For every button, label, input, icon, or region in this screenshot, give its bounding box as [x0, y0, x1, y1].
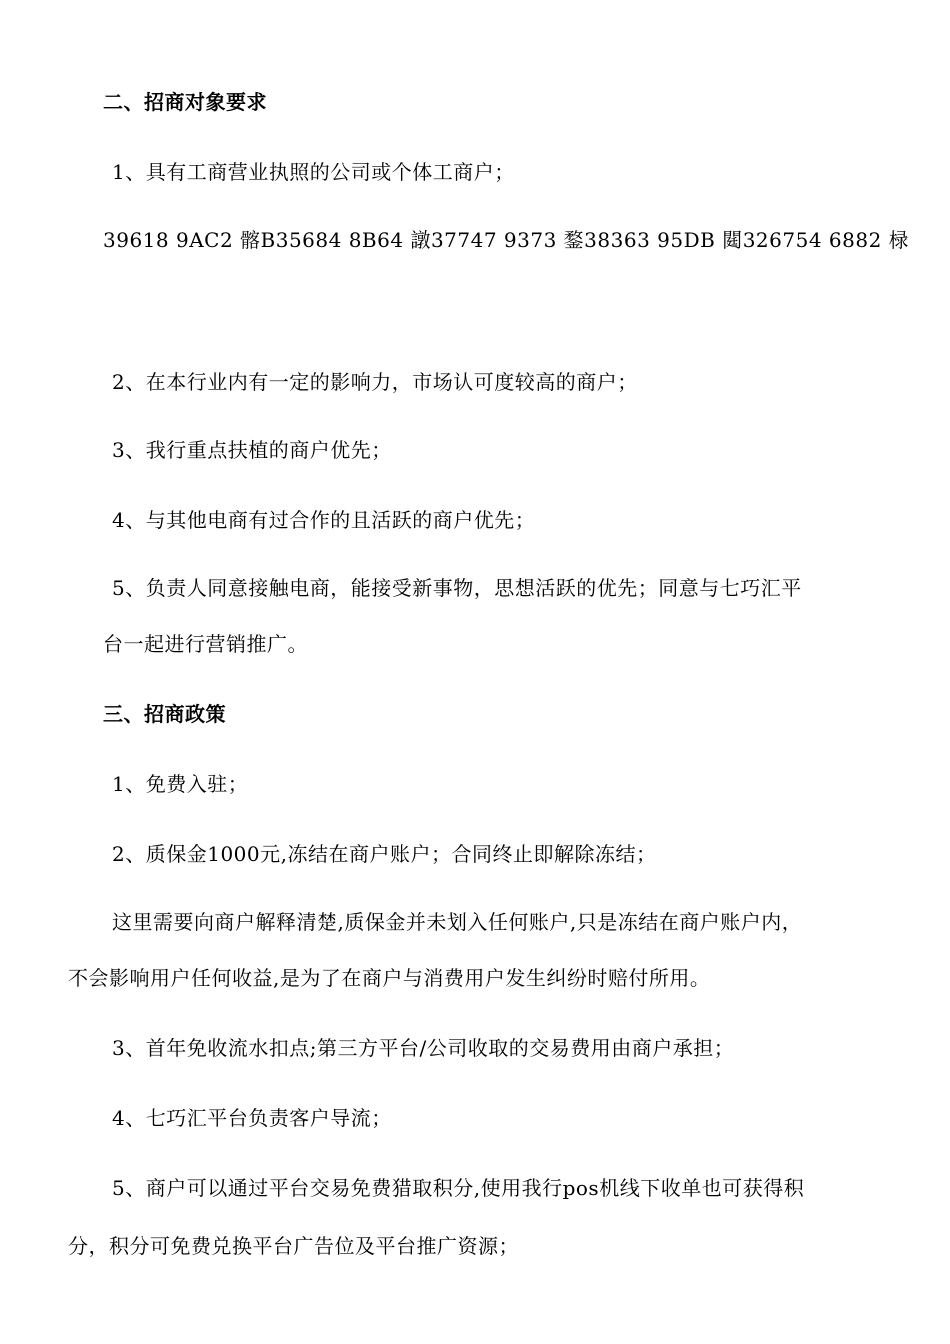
- requirement-item-1: 1、具有工商营业执照的公司或个体工商户；: [112, 160, 515, 184]
- requirement-item-5-continued: 台一起进行营销推广。: [103, 632, 308, 656]
- policy-item-4: 4、七巧汇平台负责客户导流；: [112, 1106, 392, 1130]
- section-heading-requirements: 二、招商对象要求: [103, 90, 267, 114]
- requirement-item-3: 3、我行重点扶植的商户优先；: [112, 438, 392, 462]
- policy-item-1: 1、免费入驻；: [112, 772, 249, 796]
- policy-item-5: 5、商户可以通过平台交易免费猎取积分,使用我行pos机线下收单也可获得积: [112, 1176, 805, 1200]
- policy-item-5-continued: 分，积分可免费兑换平台广告位及平台推广资源；: [68, 1234, 519, 1258]
- policy-note-line-1: 这里需要向商户解释清楚,质保金并未划入任何账户,只是冻结在商户账户内，: [112, 910, 803, 934]
- requirement-item-5: 5、负责人同意接触电商，能接受新事物，思想活跃的优先；同意与七巧汇平: [112, 576, 802, 600]
- policy-note-line-2: 不会影响用户任何收益,是为了在商户与消费用户发生纠纷时赔付所用。: [68, 966, 711, 990]
- policy-item-2: 2、质保金1000元,冻结在商户账户；合同终止即解除冻结；: [112, 842, 657, 866]
- policy-item-3: 3、首年免收流水扣点;第三方平台/公司收取的交易费用由商户承担；: [112, 1036, 735, 1060]
- section-heading-policy: 三、招商政策: [103, 702, 226, 726]
- requirement-item-4: 4、与其他电商有过合作的且活跃的商户优先；: [112, 508, 536, 532]
- code-string-line: 39618 9AC2 髂B35684 8B64 譈37747 9373 鍪38363 95DB 閮326754 6882 椂: [103, 228, 910, 252]
- requirement-item-2: 2、在本行业内有一定的影响力，市场认可度较高的商户；: [112, 370, 638, 394]
